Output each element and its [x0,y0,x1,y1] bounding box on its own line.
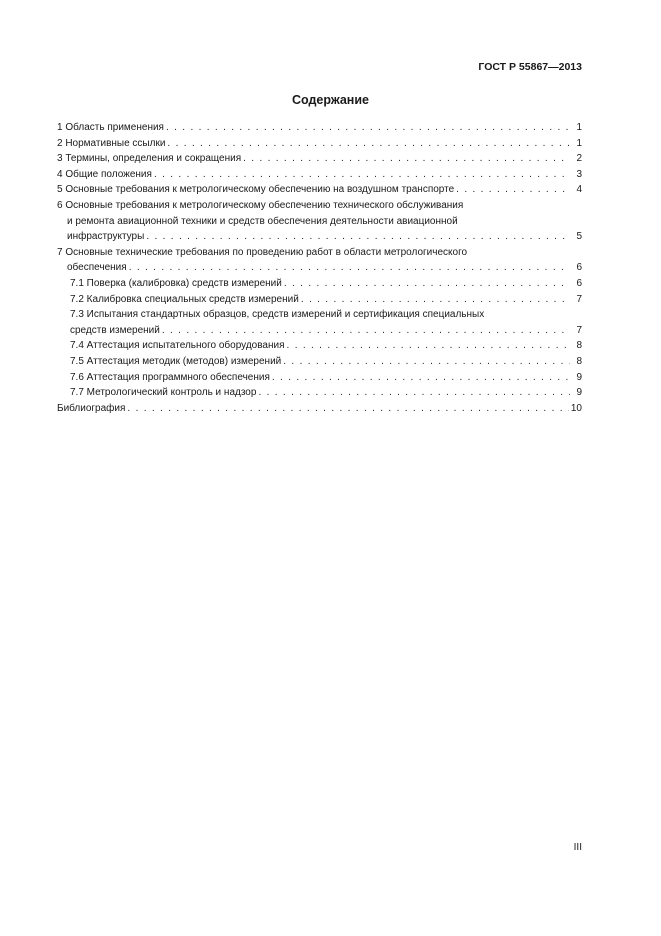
dot-leader [258,385,570,401]
dot-leader [167,136,570,152]
toc-entry[interactable] [57,136,582,152]
toc-page-number: 9 [576,387,582,399]
dot-leader [287,338,570,354]
toc-entry-title-line: 3 Термины, определения и сокращения [57,153,242,165]
toc-entry[interactable] [57,245,582,276]
toc-page-number: 6 [576,262,582,274]
toc-page-number: 7 [576,324,582,336]
toc-page-number: 2 [576,153,582,165]
dot-leader [162,323,570,339]
toc-page-number: 5 [576,231,582,243]
toc-entry[interactable] [57,167,582,183]
toc-entry-title-line: Библиография [57,402,126,414]
dot-leader [283,354,570,370]
toc-entry-title-line: и ремонта авиационной техники и средств обеспечения деятельности авиационной [67,215,458,227]
toc-entry-title-line: 7.7 Метрологический контроль и надзор [70,387,257,399]
page-title: Содержание [291,93,369,107]
dot-leader [272,370,570,386]
toc-entry[interactable] [57,370,582,386]
toc-page-number: 1 [576,137,582,149]
toc-page-number: 4 [576,184,582,196]
toc-entry-title-line: 7.5 Аттестация методик (методов) измерений [70,355,282,367]
toc-entry-title-line: 1 Область применения [57,122,164,133]
table-of-contents [57,120,582,416]
toc-entry-title-line: 2 Нормативные ссылки [57,137,166,149]
dot-leader [129,260,570,276]
toc-entry-title-line: 7 Основные технические требования по проведению работ в области метрологического [57,246,468,258]
toc-entry-title-line: обеспечения [67,262,127,274]
dot-leader [166,120,570,136]
dot-leader [146,229,570,245]
document-code: ГОСТ Р 55867—2013 [478,61,582,73]
dot-leader [301,292,570,308]
toc-page-number: 9 [576,371,582,383]
toc-entry-title-line: 7.1 Поверка (калибровка) средств измерений [70,277,282,289]
toc-entry-title-line: 7.2 Калибровка специальных средств измерений [70,293,299,305]
toc-entry-title-line: средств измерений [70,324,160,336]
toc-entry-title-line: 4 Общие положения [57,168,152,180]
toc-entry[interactable] [57,292,582,308]
toc-entry-title-line: 5 Основные требования к метрологическому обеспечению на воздушном транспорте [57,184,455,196]
toc-entry[interactable] [57,307,582,338]
dot-leader [284,276,570,292]
toc-entry-title-line: 7.4 Аттестация испытательного оборудования [70,340,285,352]
toc-entry[interactable] [57,354,582,370]
toc-entry-title-line: 7.3 Испытания стандартных образцов, средств измерений и сертификация специальных [70,309,485,321]
dot-leader [127,401,568,417]
toc-page-number: 3 [576,168,582,180]
toc-entry[interactable] [57,276,582,292]
toc-entry[interactable] [57,182,582,198]
toc-page-number: 6 [576,277,582,289]
dot-leader [154,167,570,183]
toc-entry[interactable] [57,198,582,245]
dot-leader [456,182,570,198]
toc-page-number: 8 [576,355,582,367]
toc-entry-title-line: 7.6 Аттестация программного обеспечения [70,371,270,383]
toc-entry[interactable] [57,120,582,136]
toc-entry[interactable] [57,385,582,401]
toc-entry-title-line: инфраструктуры [67,231,145,243]
toc-page-number: 1 [576,122,582,133]
toc-page-number: 10 [570,402,582,414]
toc-entry[interactable] [57,338,582,354]
page-number: III [573,842,582,853]
toc-entry[interactable] [57,151,582,167]
toc-page-number: 7 [576,293,582,305]
dot-leader [243,151,570,167]
toc-entry-title-line: 6 Основные требования к метрологическому обеспечению технического обслуживания [57,199,464,211]
toc-entry[interactable] [57,401,582,417]
toc-page-number: 8 [576,340,582,352]
